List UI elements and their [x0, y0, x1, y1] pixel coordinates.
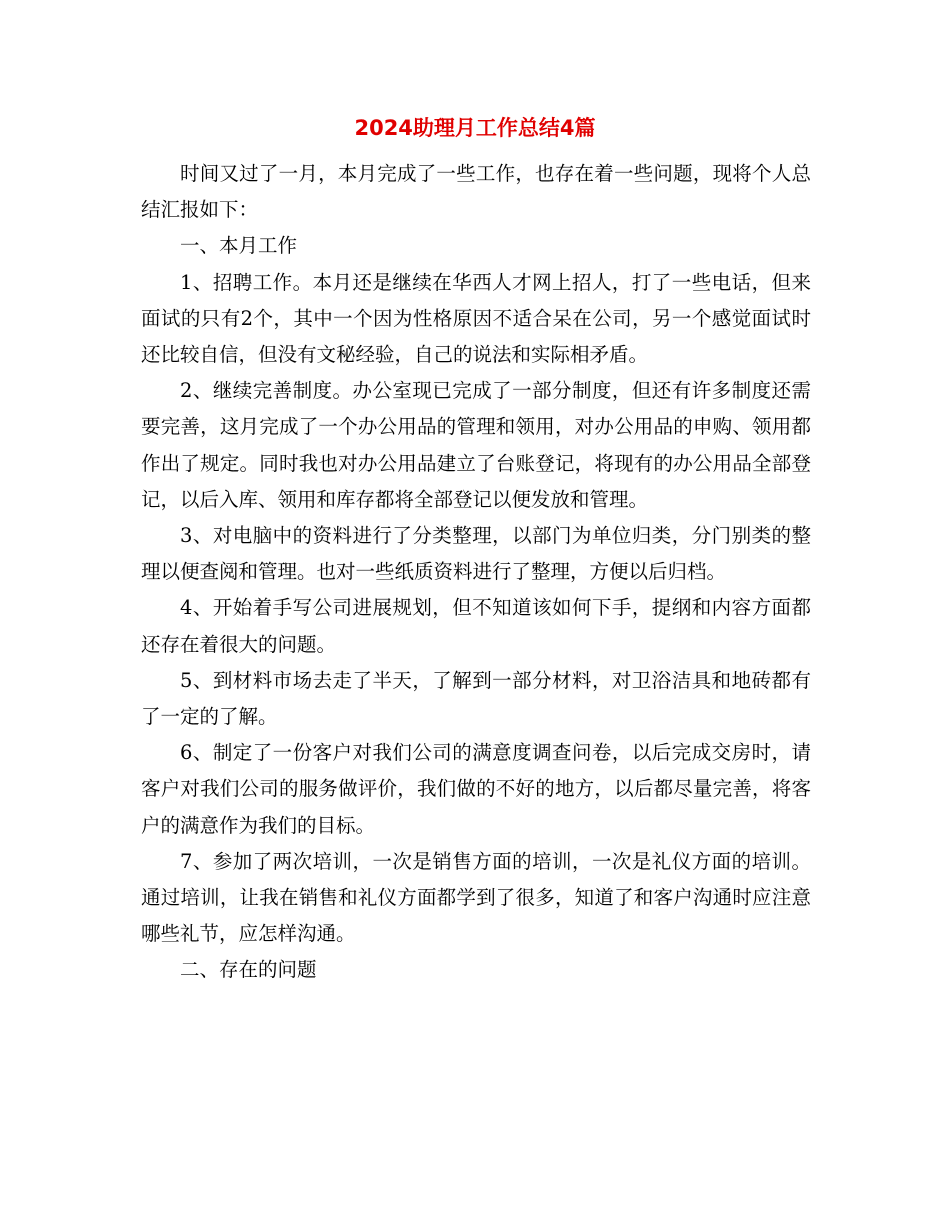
document-title: 2024助理月工作总结4篇 [354, 116, 596, 140]
document-body [141, 156, 811, 989]
paragraph-item-2: 2、继续完善制度。办公室现已完成了一部分制度，但还有许多制度还需要完善，这月完成了一个办公用品的管理和领用，对办公用品的申购、领用都作出了规定。同时我也对办公用品建立了台账登记，将现有的办公用品全部登记，以后入库、领用和库存都将全部登记以便发放和管理。 [141, 379, 811, 511]
paragraph-item-7: 7、参加了两次培训，一次是销售方面的培训，一次是礼仪方面的培训。通过培训，让我在销售和礼仪方面都学到了很多，知道了和客户沟通时应注意哪些礼节，应怎样沟通。 [141, 849, 811, 946]
paragraph-item-1: 1、招聘工作。本月还是继续在华西人才网上招人，打了一些电话，但来面试的只有2个，其中一个因为性格原因不适合呆在公司，另一个感觉面试时还比较自信，但没有文秘经验，自己的说法和实际相矛盾。 [141, 270, 811, 367]
paragraph-item-3: 3、对电脑中的资料进行了分类整理，以部门为单位归类，分门别类的整理以便查阅和管理。也对一些纸质资料进行了整理，方便以后归档。 [141, 524, 811, 584]
section-heading-problems: 二、存在的问题 [180, 958, 317, 982]
section-heading-this-month-work: 一、本月工作 [180, 234, 298, 258]
paragraph-item-5: 5、到材料市场去走了半天，了解到一部分材料，对卫浴洁具和地砖都有了一定的了解。 [141, 668, 811, 729]
paragraph-intro: 时间又过了一月，本月完成了一些工作，也存在着一些问题，现将个人总结汇报如下： [141, 162, 811, 222]
paragraph-item-6: 6、制定了一份客户对我们公司的满意度调查问卷，以后完成交房时，请客户对我们公司的服务做评价，我们做的不好的地方，以后都尽量完善，将客户的满意作为我们的目标。 [141, 741, 811, 837]
paragraph-item-4: 4、开始着手写公司进展规划，但不知道该如何下手，提纲和内容方面都还存在着很大的问题。 [141, 596, 811, 656]
